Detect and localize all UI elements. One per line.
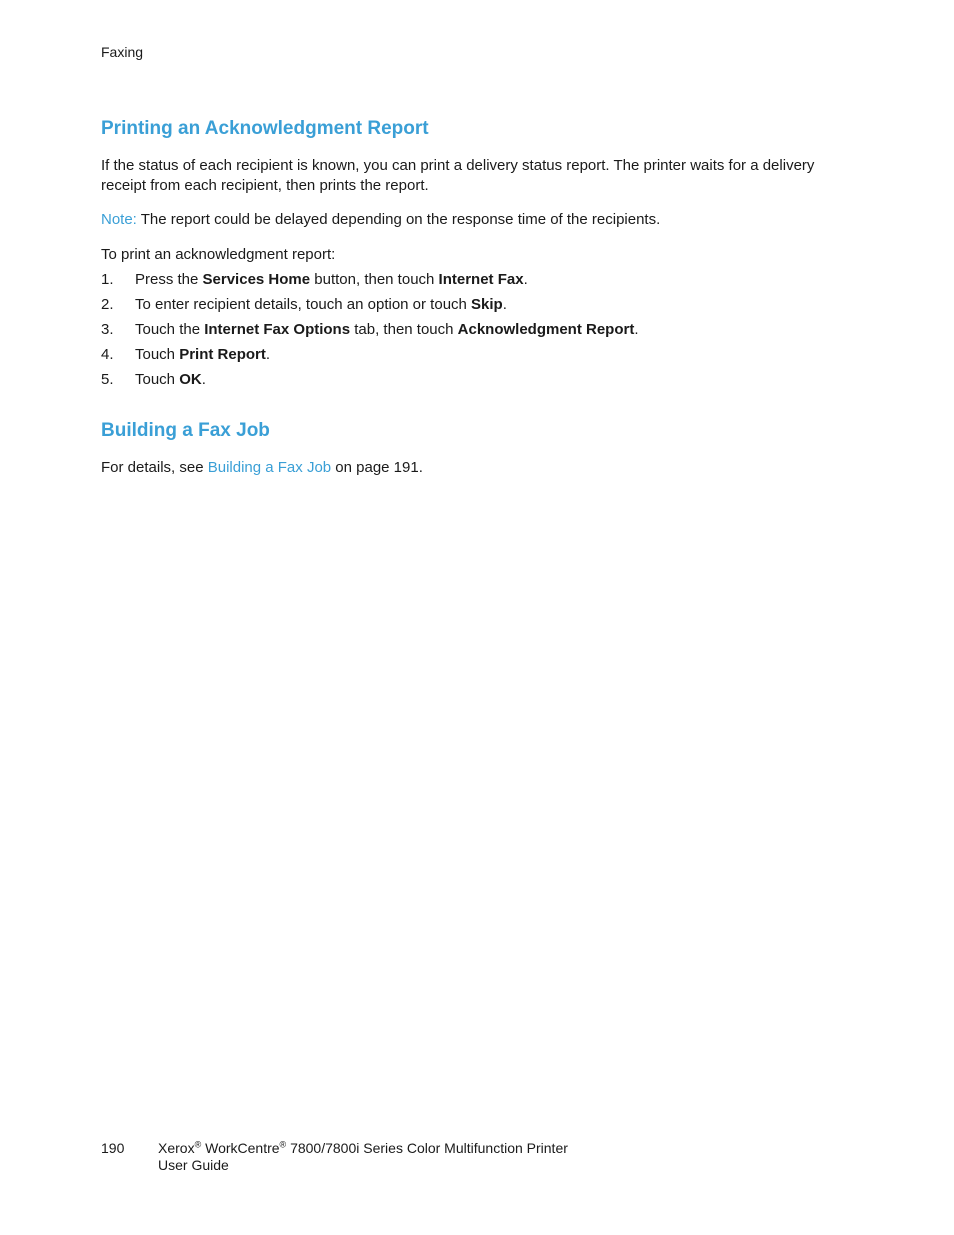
step-text-part: To enter recipient details, touch an option or touch (135, 296, 472, 313)
step-text (135, 345, 270, 370)
step-bold: OK (179, 371, 202, 388)
step-item (101, 370, 639, 395)
page-number: 190 (101, 1140, 125, 1156)
footer-product-line (158, 1140, 568, 1157)
step-item (101, 295, 639, 320)
step-bold: Skip (471, 296, 503, 313)
section-title-acknowledgment-report: Printing an Acknowledgment Report (101, 118, 429, 139)
note-paragraph (101, 210, 660, 230)
registered-mark: ® (279, 1139, 287, 1150)
footer-model: 7800/7800i Series Color Multifunction Printer (286, 1140, 568, 1156)
details-text: For details, see (101, 459, 208, 476)
step-text-part: . (265, 346, 271, 363)
step-bold: Internet Fax Options (204, 321, 351, 338)
step-text-part: tab, then touch (350, 321, 458, 338)
step-text-part: Touch the (135, 321, 205, 338)
building-fax-job-link[interactable]: Building a Fax Job (207, 459, 332, 476)
running-header: Faxing (101, 44, 144, 60)
details-paragraph (101, 458, 423, 478)
step-item (101, 270, 639, 295)
details-text: on page 191. (331, 459, 423, 476)
step-bold: Acknowledgment Report (457, 321, 635, 338)
step-text (135, 370, 206, 395)
step-text-part: . (201, 371, 206, 388)
step-number: 1. (101, 271, 114, 288)
step-text (135, 320, 639, 345)
step-number: 4. (101, 346, 114, 363)
step-number: 3. (101, 321, 114, 338)
step-number: 5. (101, 371, 114, 388)
step-text (135, 270, 528, 295)
intro-paragraph: If the status of each recipient is known, you can print a delivery status report. The printer waits for a delivery receipt from each recipient, then prints the report. (101, 157, 815, 194)
footer-product: WorkCentre (201, 1140, 280, 1156)
step-bold: Services Home (202, 271, 311, 288)
note-label: Note: (101, 211, 137, 228)
page-footer (101, 1140, 568, 1174)
section-title-building-fax-job: Building a Fax Job (101, 420, 270, 441)
step-text-part: . (523, 271, 528, 288)
step-number: 2. (101, 296, 114, 313)
step-text-part: . (634, 321, 639, 338)
steps-lead: To print an acknowledgment report: (101, 246, 336, 263)
steps-list (101, 270, 639, 395)
footer-title (158, 1140, 568, 1174)
step-text-part: Press the (135, 271, 203, 288)
step-bold: Print Report (179, 346, 266, 363)
note-text: The report could be delayed depending on the response time of the recipients. (136, 211, 661, 228)
step-text (135, 295, 507, 320)
step-text-part: button, then touch (310, 271, 439, 288)
registered-mark: ® (194, 1139, 202, 1150)
step-item (101, 320, 639, 345)
step-text-part: Touch (135, 346, 180, 363)
footer-guide: User Guide (158, 1157, 229, 1173)
step-bold: Internet Fax (438, 271, 524, 288)
footer-brand: Xerox (158, 1140, 195, 1156)
step-text-part: Touch (135, 371, 180, 388)
step-item (101, 345, 639, 370)
step-text-part: . (502, 296, 507, 313)
